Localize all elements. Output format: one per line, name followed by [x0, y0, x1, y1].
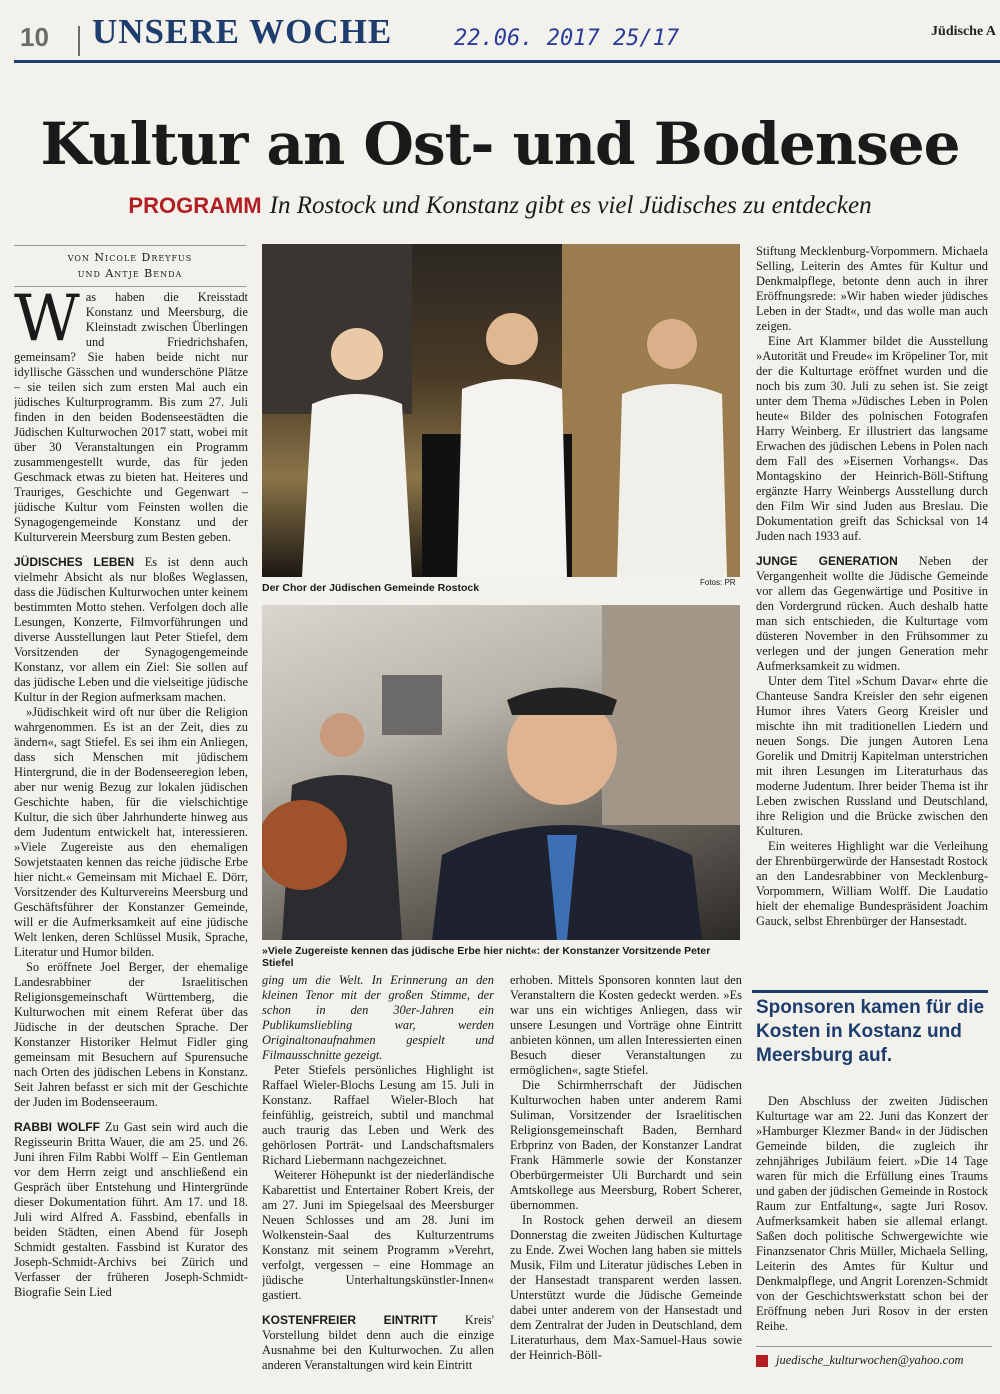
- photo-credit: Fotos: PR: [700, 578, 736, 587]
- paragraph: Eine Art Klammer bildet die Ausstellung »Autorität und Freude« im Kröpeliner Tor, mit der die Kulturtage eröffnet wurden und die noch bis zum 30. Juli zu sehen ist. Sie zeigt unter dem Thema »Jüdisches Leben in Polen heute« Bilder des polnischen Fotografen Harry Weinberg. Er illustriert das langsame Erwachen des jüdischen Lebens in Polen nach dem Fall des »Eisernen Vorhangs«. Das Montagskino der Heinrich-Böll-Stiftung ergänzte Harry Weinbergs Ausstellung durch den Film Wir sind Juden aus Breslau. Die Dokumentation greift das Schicksal von 14 Juden nach 1933 auf.: [756, 334, 988, 543]
- column-4: [756, 244, 988, 984]
- subhead: JÜDISCHES LEBEN: [14, 555, 135, 569]
- byline-line-2: und Antje Benda: [77, 267, 183, 280]
- paragraph: Zu Gast sein wird auch die Regisseurin Britta Wauer, die am 25. und 26. Juni ihren Film Rabbi Wolff – Ein Gentleman vor dem Herrn zeigt und anschließend ein Gespräch über Entstehung und Hintergründe dieser Dokumentation führt. Am 17. und 18. Juli wird Alfred A. Fassbind, ebenfalls in beiden Städten, einen Abend für Joseph Schmidt gestalten. Fassbind ist Kurator des Joseph-Schmidt-Archivs bei Zürich und Verfasser der früheren Joseph-Schmidt-Biografie Sein Lied: [14, 1120, 248, 1299]
- paragraph: Stiftung Mecklenburg-Vorpommern. Michaela Selling, Leiterin des Amtes für Kultur und Denkmalpflege, betonte denn auch in ihrer Eröffnungsrede: »Wir haben wieder jüdisches Leben in der Stadt«, und das wolle man auch zeigen.: [756, 244, 988, 333]
- paragraph: erhoben. Mittels Sponsoren konnten laut den Veranstaltern die Kosten gedeckt werden. »Es war uns ein wichtiges Anliegen, dass wir unsere Lesungen und Vorträge ohne Eintritt anbieten können, um allen Interessierten einen Besuch dieser Veranstaltungen zu ermöglichen«, sagte Stiefel.: [510, 973, 742, 1077]
- portrait-illustration: [262, 605, 740, 940]
- paragraph: Peter Stiefels persönliches Highlight ist Raffael Wieler-Blochs Lesung am 15. Juli in Konstanz. Raffael Wieler-Bloch hat feinfühlig, geistreich, subtil und manchmal auch traurig das Leben und Werk des gehörlosen Porträt- und Landschaftsmalers Richard Liebermann nachgezeichnet.: [262, 1063, 494, 1167]
- choir-illustration: [262, 244, 740, 577]
- handwritten-date: 22.06. 2017 25/17: [454, 26, 680, 51]
- page-header: [14, 8, 1000, 58]
- column-2: [262, 973, 494, 1373]
- article-subtitle: [0, 192, 1000, 220]
- column-3: [510, 973, 742, 1373]
- column-4-lower: [756, 1094, 988, 1339]
- subhead: RABBI WOLFF: [14, 1120, 100, 1134]
- paragraph: Neben der Vergangenheit wollte die Jüdische Gemeinde vor allem das Gegenwärtige und Positive in den Vordergrund rücken. Auch deshalb hatte man sich entschieden, die Kulturtage vom düsteren November in den Frühsommer zu verlegen und der jungen Generation mehr Aufmerksamkeit zu widmen.: [756, 554, 988, 673]
- contact-footer: [756, 1346, 992, 1368]
- photo-caption-1: Der Chor der Jüdischen Gemeinde Rostock: [262, 582, 480, 594]
- column-1: [14, 290, 248, 1370]
- photo-caption-2: »Viele Zugereiste kennen das jüdische Erbe hier nicht«: der Konstanzer Vorsitzende Peter Stiefel: [262, 945, 711, 969]
- subtitle-text: In Rostock und Konstanz gibt es viel Jüdisches zu entdecken: [269, 192, 872, 219]
- paragraph: as haben die Kreisstadt Konstanz und Meersburg, die Kleinstadt zwischen Überlingen und Friedrichshafen, gemeinsam? Sie haben beide nicht nur idyllische Gässchen und wunderschöne Plätze – sie teilen sich zum ersten Mal auch ein jüdisches Kulturprogramm. Bis zum 27. Juli finden in den beiden Bodenseestädten die Jüdischen Kulturwochen 2017 statt, wobei mit über 30 Veranstaltungen ein Programm zusammengestellt wurde, das für jeden Geschmack etwas zu bieten hat. Heiteres und Trauriges, Geschichte und Gegenwart – jüdische Kultur vom Feinsten wollen die Synagogengemeinde Konstanz und der Kulturverein Meersburg zum Besten geben.: [14, 290, 248, 544]
- red-square-icon: [756, 1355, 768, 1367]
- subhead: JUNGE GENERATION: [756, 554, 898, 568]
- byline: [14, 245, 246, 287]
- paragraph: Den Abschluss der zweiten Jüdischen Kulturtage war am 22. Juni das Konzert der »Hamburger Klezmer Band« in der Jüdischen Gemeinde bilden, die zugleich ihr zehnjähriges Jubiläum feiert. »Die 14 Tage waren für mich die Erfüllung eines Traums und gaben der jüdischen Gemeinde in Rostock Raum zur Entfaltung«, sagte Juri Rosov. Aufmerksamkeit haben sie allemal erlangt. Saßen doch politische Schwergewichte wie Finanzsenator Chris Müller, Michaela Selling, Leiterin des Amtes für Kultur und Denkmalpflege, und Angrit Lorenzen-Schmidt von der Geschichtswerkstatt schon bei der Eröffnung neben Juri Rosov in der ersten Reihe.: [756, 1094, 988, 1333]
- paragraph: Weiterer Höhepunkt ist der niederländische Kabarettist und Entertainer Robert Kreis, der am 27. Juni im Spiegelsaal des Meersburger Neuen Schlosses und am 28. Juni im Wolkenstein-Saal des Kulturzentrums Konstanz mit seinem Programm »Verehrt, verfolgt, vergessen – eine Hommage an jüdische Unterhaltungskünstler-Innen« gastiert.: [262, 1168, 494, 1302]
- paragraph: ging um die Welt. In Erinnerung an den kleinen Tenor mit der großen Stimme, der schon in den 30er-Jahren ein Publikumsliebling war, werden Originaltonaufnahmen gespielt und Filmausschnitte gezeigt.: [262, 973, 494, 1062]
- drop-cap: W: [14, 290, 80, 356]
- article-title: Kultur an Ost- und Bodensee: [40, 110, 960, 178]
- header-rule: [14, 60, 1000, 63]
- paragraph: In Rostock gehen derweil an diesem Donnerstag die zweiten Jüdischen Kulturtage zu Ende. Zwei Wochen lang haben sie mittels Musik, Film und Literatur jüdisches Leben in der Hansestadt transparent werden lassen. Unterstützt wurde die Jüdische Gemeinde dabei unter anderem von der Hansestadt und dem Zentralrat der Juden in Deutschland, dem Literaturhaus, dem Max-Samuel-Haus sowie der Heinrich-Böll-: [510, 1213, 742, 1362]
- photo-peter-stiefel: [262, 605, 740, 940]
- byline-line-1: von Nicole Dreyfus: [67, 251, 193, 264]
- paragraph: Es ist denn auch vielmehr Absicht als nur bloßes Weglassen, dass die Jüdischen Kulturwochen unter keinem bestimmten Motto stehen. Verfolgen doch alle Lesungen, Konzerte, Filmvorführungen und diverse Ausstellungen laut Peter Stiefel, dem Vorsitzenden der Synagogengemeinde Konstanz, vor allem ein Ziel: Sie sollen auf das jüdische Leben und die vielseitige jüdische Kultur in der Region aufmerksam machen.: [14, 555, 248, 704]
- header-divider: [78, 26, 80, 56]
- section-title: UNSERE WOCHE: [92, 12, 393, 51]
- pullquote-rule: [752, 990, 988, 993]
- publication-name: Jüdische A: [931, 24, 996, 39]
- paragraph: So eröffnete Joel Berger, der ehemalige Landesrabbiner der Israelitischen Religionsgemeinschaft Württemberg, die Kulturwochen mit einem Referat über das Jüdische in der deutschen Sprache. Der Konstanzer Historiker Helmut Fidler ging gemeinsam mit Besuchern auf Spurensuche nach Orten des jüdischen Lebens in Konstanz. Seit Jahren befasst er sich mit der Geschichte der Juden im Bodenseeraum.: [14, 960, 248, 1109]
- subhead: KOSTENFREIER EINTRITT: [262, 1313, 438, 1327]
- paragraph: Ein weiteres Highlight war die Verleihung der Ehrenbürgerwürde der Hansestadt Rostock an den Landesrabbiner von Mecklenburg-Vorpommern, William Wolff. Die Laudatio hielt der ehemalige Bundespräsident Joachim Gauck, selbst Ehrenbürger der Hansestadt.: [756, 839, 988, 928]
- page-number: 10: [20, 22, 49, 52]
- paragraph: Unter dem Titel »Schum Davar« ehrte die Chanteuse Sandra Kreisler den sehr eigenen Humor ihres Vaters Georg Kreisler und mischte ihn mit traditionellen Liedern und neuen Songs. Die jungen Autoren Lena Gorelik und Dmitrij Kapitelman unterstrichen mit ihren Lesungen im Literaturhaus das moderne Judentum. Ihrer beider Thema ist ihr Leben zwischen Russland und Deutschland, ihre Religion und die Brücke zwischen den Kulturen.: [756, 674, 988, 838]
- photo-choir: [262, 244, 740, 577]
- paragraph: Kreis' Vorstellung bildet denn auch die einzige Ausnahme bei den Kulturwochen. Zu allen anderen Veranstaltungen wird kein Eintritt: [262, 1313, 494, 1372]
- pullquote: Sponsoren kamen für die Kosten in Kostanz und Meersburg auf.: [756, 997, 985, 1066]
- paragraph: »Jüdischkeit wird oft nur über die Religion wahrgenommen. Es ist an der Zeit, dies zu ändern«, sagt Stiefel. Es sei ihm ein Anliegen, dass sich Menschen mit jüdischem Hintergrund, die in der Bodenseeregion leben, aber nur wenig Bezug zur lokalen jüdischen Geschichte haben, für die vielschichtige Kultur, die sich über Jahrhunderte hinweg aus dem Judentum entwickelt hat, interessieren. »Viele Zugereiste aus den ehemaligen Sowjetstaaten kennen das reiche jüdische Erbe hier nicht.« Gemeinsam mit Michael E. Dörr, Vorsitzender des Kulturvereins Meersburg und Geschäftsführer der Konstanzer Gemeinde, will er die Aufmerksamkeit auf eine jüdische Welt lenken, deren Schlüssel Musik, Sprache, Literatur und Humor bilden.: [14, 705, 248, 959]
- contact-email[interactable]: juedische_kulturwochen@yahoo.com: [776, 1353, 964, 1367]
- paragraph: Die Schirmherrschaft der Jüdischen Kulturwochen haben unter anderem Rami Suliman, Vorsitzender der Israelitischen Religionsgemeinschaft Baden, Bernhard Erbprinz von Baden, der Konstanzer Landrat Frank Hämmerle sowie der Konstanzer Oberbürgermeister Uli Burchardt und sein Amtskollege aus Meersburg, Robert Scherer, übernommen.: [510, 1078, 742, 1212]
- kicker: PROGRAMM: [128, 193, 262, 218]
